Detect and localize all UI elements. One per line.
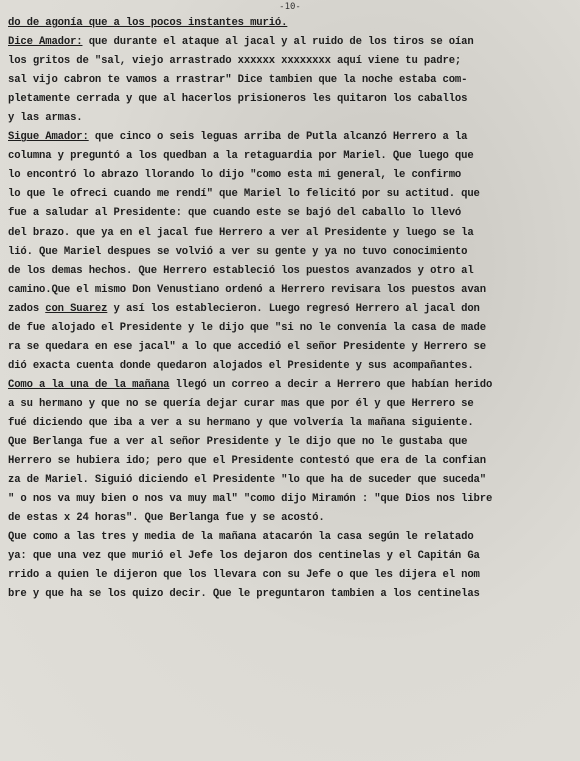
- text-line: [8, 452, 574, 471]
- line-text: los gritos de "sal, viejo arrastrado xxxxxx xxxxxxxx aquí viene tu padre;: [8, 55, 462, 68]
- text-line: [8, 33, 574, 52]
- underlined-text: Dice Amador:: [8, 36, 83, 49]
- line-text: zados: [8, 302, 46, 315]
- underlined-text: con Suarez: [45, 302, 108, 315]
- line-text: de estas x 24 horas". Que Berlanga fue y se acostó.: [8, 512, 325, 525]
- line-text: de los demas hechos. Que Herrero estableció los puestos avanzados y otro al: [8, 264, 474, 277]
- line-text: llegó un correo a decir a Herrero que habían herido: [169, 378, 493, 391]
- text-line: [8, 109, 574, 128]
- underlined-text: Como a la una de la mañana: [8, 378, 170, 391]
- line-text: lo que le ofreci cuando me rendí" que Mariel lo felicitó por su actitud. que: [8, 188, 480, 201]
- text-line: [8, 204, 574, 223]
- text-line: [8, 357, 574, 376]
- line-text: pletamente cerrada y que al hacerlos prisioneros les quitaron los caballos: [8, 93, 468, 106]
- text-line: [8, 128, 574, 147]
- line-text: fue a saludar al Presidente: que cuando este se bajó del caballo lo llevó: [8, 207, 462, 220]
- line-text: que durante el ataque al jacal y al ruido de los tiros se oían: [82, 36, 474, 49]
- line-text: y así los establecieron. Luego regresó Herrero al jacal don: [107, 302, 480, 315]
- text-line: [8, 166, 574, 185]
- text-line: [8, 243, 574, 262]
- text-line: [8, 509, 574, 528]
- line-text: rrido a quien le dijeron que los llevara con su Jefe o que les dijera el nom: [8, 569, 480, 582]
- line-text: del brazo. que ya en el jacal fue Herrero a ver al Presidente y luego se la: [8, 226, 474, 239]
- line-text: " o nos va muy bien o nos va muy mal" "como dijo Miramón : "que Dios nos libre: [8, 493, 493, 506]
- underlined-text: Sigue Amador:: [8, 131, 89, 144]
- line-text: fué diciendo que iba a ver a su hermano y que volvería la mañana siguiente.: [8, 416, 474, 429]
- text-line: [8, 547, 574, 566]
- text-line: [8, 14, 574, 33]
- text-line: [8, 338, 574, 357]
- text-line: [8, 90, 574, 109]
- text-line: [8, 185, 574, 204]
- text-line: [8, 490, 574, 509]
- line-text: y las armas.: [8, 112, 83, 125]
- line-text: camino.Que el mismo Don Venustiano ordenó a Herrero revisara los puestos avan: [8, 283, 486, 296]
- line-text: lió. Que Mariel despues se volvió a ver su gente y ya no tuvo conocimiento: [8, 245, 468, 258]
- line-text: Que Berlanga fue a ver al señor Presidente y le dijo que no le gustaba que: [8, 436, 468, 449]
- line-text: a su hermano y que no se quería dejar curar mas que por él y que Herrero se: [8, 397, 474, 410]
- line-text: za de Mariel. Siguió diciendo el Presidente "lo que ha de suceder que suceda": [8, 474, 486, 487]
- line-text: Herrero se hubiera ido; pero que el Presidente contestó que era de la confian: [8, 455, 486, 468]
- line-text: columna y preguntó a los quedban a la retaguardia por Mariel. Que luego que: [8, 150, 474, 163]
- text-line: [8, 224, 574, 243]
- text-line: [8, 585, 574, 604]
- text-line: [8, 52, 574, 71]
- text-line: [8, 528, 574, 547]
- line-text: sal vijo cabron te vamos a rrastrar" Dice tambien que la noche estaba com-: [8, 74, 468, 87]
- line-text: ra se quedara en ese jacal" a lo que accedió el señor Presidente y Herrero se: [8, 340, 486, 353]
- text-line: [8, 319, 574, 338]
- line-text: lo encontró lo abrazo llorando lo dijo "como esta mi general, le confirmo: [8, 169, 462, 182]
- text-line: [8, 566, 574, 585]
- text-line: [8, 471, 574, 490]
- line-text: dió exacta cuenta donde quedaron alojados el Presidente y sus acompañantes.: [8, 359, 474, 372]
- page-number: -10-: [279, 2, 301, 12]
- text-line: [8, 147, 574, 166]
- document-body: [8, 14, 574, 604]
- text-line: [8, 395, 574, 414]
- text-line: [8, 262, 574, 281]
- text-line: [8, 281, 574, 300]
- text-line: [8, 433, 574, 452]
- line-text: bre y que ha se los quizo decir. Que le preguntaron tambien a los centinelas: [8, 588, 480, 601]
- text-line: [8, 300, 574, 319]
- line-text: Que como a las tres y media de la mañana atacarón la casa según le relatado: [8, 531, 474, 544]
- text-line: [8, 376, 574, 395]
- line-text: que cinco o seis leguas arriba de Putla alcanzó Herrero a la: [88, 131, 468, 144]
- line-text: ya: que una vez que murió el Jefe los dejaron dos centinelas y el Capitán Ga: [8, 550, 480, 563]
- line-text: de fue alojado el Presidente y le dijo que "si no le convenía la casa de made: [8, 321, 486, 334]
- text-line: [8, 71, 574, 90]
- text-line: [8, 414, 574, 433]
- underlined-text: do de agonía que a los pocos instantes murió.: [8, 17, 288, 29]
